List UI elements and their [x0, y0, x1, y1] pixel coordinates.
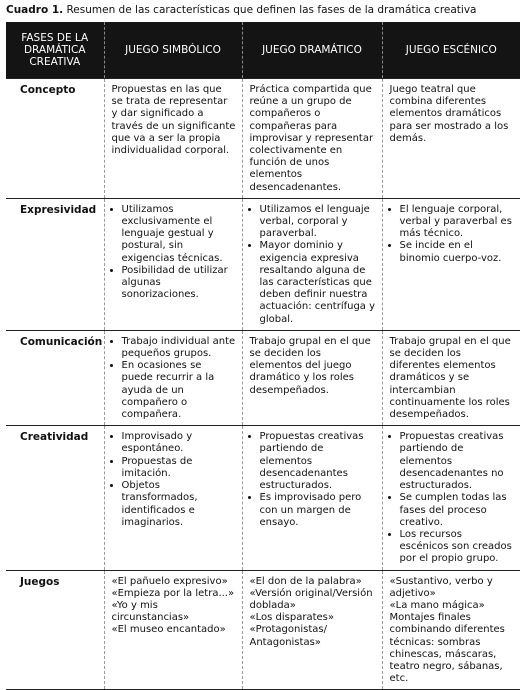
game-item: «Protagonistas/ Antagonistas» — [249, 624, 327, 648]
bullet-list — [112, 336, 236, 421]
game-item: «El pañuelo expresivo» — [111, 575, 228, 587]
table-row — [6, 330, 520, 425]
cell-creatividad-dramatico — [242, 426, 382, 570]
bullet-item: • Es improvisado pero con un margen de ensayo. — [260, 492, 376, 529]
game-item: «El museo encantado» — [111, 624, 226, 636]
game-item: «Sustantivo, verbo y adjetivo» — [389, 575, 493, 599]
bullet-item: • Los recursos escénicos son creados por el propio grupo. — [400, 529, 515, 566]
table-row — [6, 79, 520, 199]
cell-juegos-escenico — [382, 570, 520, 690]
table-row — [6, 570, 520, 690]
table-caption — [6, 3, 521, 17]
table-row — [6, 426, 520, 570]
bullet-item: • Posibilidad de utilizar algunas sonorizaciones. — [122, 265, 236, 302]
bullet-item: • Se cumplen todas las fases del proceso creativo. — [400, 492, 515, 529]
header-juego-escenico: JUEGO ESCÉNICO — [382, 22, 520, 79]
header-row — [6, 22, 520, 79]
bullet-list — [250, 431, 376, 529]
bullet-list — [250, 204, 376, 326]
row-label-juegos: Juegos — [6, 570, 104, 690]
bullet-list — [112, 204, 236, 302]
row-label-creatividad: Creatividad — [6, 426, 104, 570]
cell-comunicacion-simbolico — [104, 330, 242, 425]
header-juego-dramatico: JUEGO DRAMÁTICO — [242, 22, 382, 79]
row-label-comunicacion: Comunicación — [6, 330, 104, 425]
cell-creatividad-escenico — [382, 426, 520, 570]
bullet-item: • Objetos transformados, identificados e imaginarios. — [122, 480, 236, 529]
bullet-item: • Utilizamos el lenguaje verbal, corporal y paraverbal. — [260, 204, 376, 241]
row-label-expresividad: Expresividad — [6, 198, 104, 330]
bullet-list — [112, 431, 236, 529]
cell-juegos-dramatico — [242, 570, 382, 690]
game-item: «Empieza por la letra...» — [111, 587, 235, 599]
cell-expresividad-escenico — [382, 198, 520, 330]
cell-comunicacion-escenico — [382, 330, 520, 425]
bullet-item: • Trabajo individual ante pequeños grupos. — [122, 336, 236, 360]
bullet-item: • Mayor dominio y exigencia expresiva resaltando alguna de las características que deben definir nuestra actuación: centrífuga y global. — [260, 240, 376, 325]
game-item: Montajes finales combinando diferentes técnicas: sombras chinescas, máscaras, teatro negro, sábanas, etc. — [389, 612, 505, 685]
summary-table — [6, 22, 520, 690]
cell-text: Trabajo grupal en el que se deciden los diferentes elementos dramáticos y se intercambian continuamente los roles desempeñados. — [389, 335, 511, 421]
row-label-concepto: Concepto — [6, 79, 104, 199]
table-row — [6, 198, 520, 330]
table-body — [6, 79, 520, 690]
bullet-item: • Propuestas creativas partiendo de elementos desencadenantes no estructurados. — [400, 431, 515, 492]
bullet-item: • Utilizamos exclusivamente el lenguaje gestual y postural, sin exigencias técnicas. — [122, 204, 236, 265]
game-item: «El don de la palabra» — [249, 575, 362, 587]
cell-expresividad-simbolico — [104, 198, 242, 330]
bullet-item: • Se incide en el binomio cuerpo-voz. — [400, 240, 515, 264]
cell-text: Trabajo grupal en el que se deciden los elementos del juego dramático y los roles desempeñados. — [249, 335, 371, 396]
bullet-list — [390, 431, 515, 565]
bullet-item: • El lenguaje corporal, verbal y paraverbal es más técnico. — [400, 204, 515, 241]
bullet-item: • Improvisado y espontáneo. — [122, 431, 236, 455]
bullet-item: • En ocasiones se puede recurrir a la ayuda de un compañero o compañera. — [122, 360, 236, 421]
bullet-item: • Propuestas de imitación. — [122, 456, 236, 480]
bullet-list — [390, 204, 515, 265]
header-fases: FASES DE LA DRAMÁTICA CREATIVA — [6, 22, 104, 79]
cell-text: Propuestas en las que se trata de representar y dar significado a través de un significante que va a ser la propia individualidad corporal. — [111, 84, 236, 157]
cell-expresividad-dramatico — [242, 198, 382, 330]
cell-comunicacion-dramatico — [242, 330, 382, 425]
header-juego-simbolico: JUEGO SIMBÓLICO — [104, 22, 242, 79]
caption-label: Cuadro 1. — [6, 4, 64, 16]
game-item: «Versión original/Versión doblada» — [249, 587, 373, 611]
cell-text: Juego teatral que combina diferentes elementos dramáticos para ser mostrado a los demás. — [389, 84, 509, 144]
bullet-item: • Propuestas creativas partiendo de elementos desencadenantes estructurados. — [260, 431, 376, 492]
cell-concepto-simbolico — [104, 79, 242, 199]
cell-concepto-escenico — [382, 79, 520, 199]
caption-text: Resumen de las características que definen las fases de la dramática creativa — [66, 4, 477, 16]
cell-creatividad-simbolico — [104, 426, 242, 570]
game-item: «Yo y mis circunstancias» — [111, 599, 190, 624]
cell-juegos-simbolico — [104, 570, 242, 690]
cell-concepto-dramatico — [242, 79, 382, 199]
game-item: «La mano mágica» — [389, 599, 485, 611]
game-item: «Los disparates» — [249, 612, 334, 624]
cell-text: Práctica compartida que reúne a un grupo de compañeros o compañeras para improvisar y representar colectivamente en función de unos elementos desencadenantes. — [249, 84, 374, 193]
